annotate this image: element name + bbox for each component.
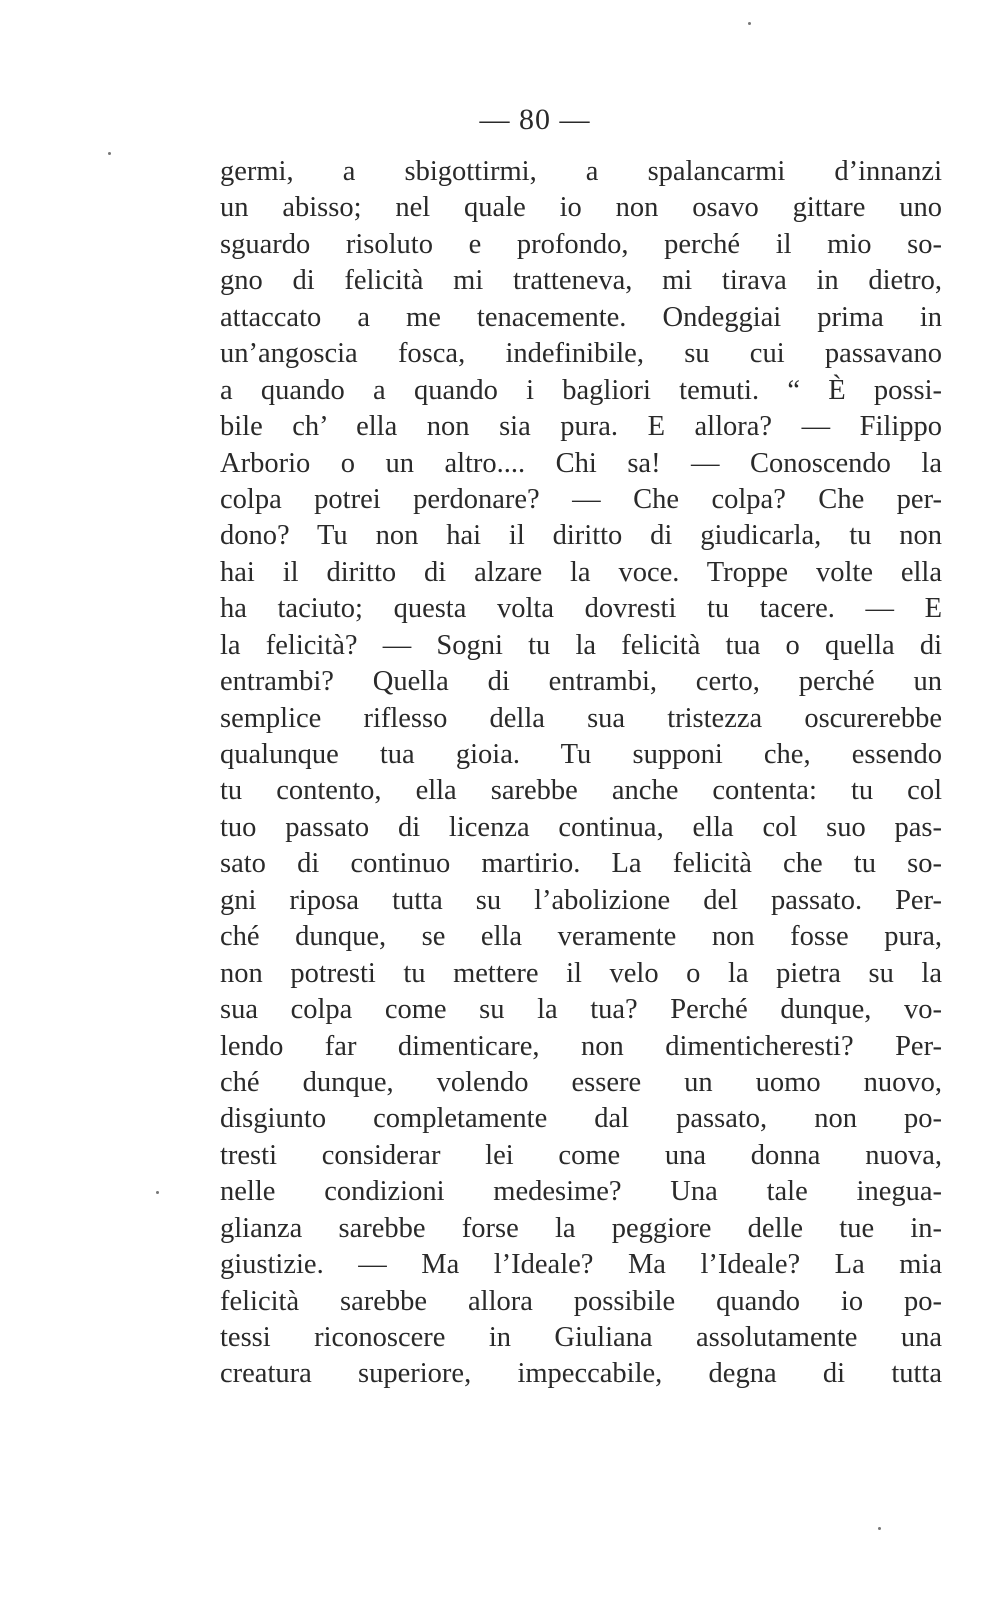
text-line: semplice riflesso della sua tristezza oscurerebbe — [220, 702, 942, 734]
text-line: attaccato a me tenacemente. Ondeggiai prima in — [220, 301, 942, 333]
text-line: creatura superiore, impeccabile, degna di tutta — [220, 1358, 942, 1390]
text-line: tessi riconoscere in Giuliana assolutamente una — [220, 1322, 942, 1353]
text-line: sguardo risoluto e profondo, perché il mio so- — [220, 228, 942, 260]
text-line: tuo passato di licenza continua, ella col suo pas- — [220, 811, 942, 843]
text-line: qualunque tua gioia. Tu supponi che, essendo — [220, 739, 942, 770]
text-line: nelle condizioni medesime? Una tale inegua- — [220, 1176, 942, 1208]
text-line: la felicità? — Sogni tu la felicità tua o quella di — [220, 629, 942, 661]
text-line: giustizie. — Ma l’Ideale? Ma l’Ideale? La mia — [220, 1249, 942, 1281]
text-line: disgiunto completamente dal passato, non po- — [220, 1103, 942, 1135]
text-line: tu contento, ella sarebbe anche contenta: tu col — [220, 775, 942, 807]
text-line: entrambi? Quella di entrambi, certo, perché un — [220, 666, 942, 698]
text-line: gno di felicità mi tratteneva, mi tirava in dietro, — [220, 265, 942, 297]
body-text — [220, 154, 942, 1393]
scan-speck — [878, 1527, 881, 1530]
text-line: bile ch’ ella non sia pura. E allora? — Filippo — [220, 411, 942, 443]
text-line: Arborio o un altro.... Chi sa! — Conoscendo la — [220, 447, 942, 479]
text-line: un’angoscia fosca, indefinibile, su cui passavano — [220, 338, 942, 370]
scan-speck — [748, 22, 751, 25]
text-line: germi, a sbigottirmi, a spalancarmi d’innanzi — [220, 156, 942, 187]
text-line: ha taciuto; questa volta dovresti tu tacere. — E — [220, 593, 942, 625]
scan-speck — [108, 152, 111, 155]
text-line: ché dunque, volendo essere un uomo nuovo, — [220, 1066, 942, 1098]
text-line: glianza sarebbe forse la peggiore delle tue in- — [220, 1212, 942, 1244]
text-line: sua colpa come su la tua? Perché dunque, vo- — [220, 994, 942, 1026]
text-line: dono? Tu non hai il diritto di giudicarla, tu non — [220, 520, 942, 552]
text-line: tresti considerar lei come una donna nuova, — [220, 1139, 942, 1171]
page-number: — 80 — — [479, 103, 591, 136]
text-line: a quando a quando i bagliori temuti. “ È possi- — [220, 374, 942, 406]
text-line: colpa potrei perdonare? — Che colpa? Che per- — [220, 483, 942, 515]
text-line: felicità sarebbe allora possibile quando io po- — [220, 1285, 942, 1317]
text-line: gni riposa tutta su l’abolizione del passato. Per- — [220, 884, 942, 916]
text-line: un abisso; nel quale io non osavo gittare uno — [220, 192, 942, 224]
text-line: non potresti tu mettere il velo o la pietra su la — [220, 957, 942, 989]
text-line: ché dunque, se ella veramente non fosse pura, — [220, 921, 942, 953]
text-line: hai il diritto di alzare la voce. Troppe volte ella — [220, 556, 942, 588]
text-line: lendo far dimenticare, non dimenticheresti? Per- — [220, 1030, 942, 1062]
scan-speck — [156, 1191, 159, 1194]
text-line: sato di continuo martirio. La felicità che tu so- — [220, 848, 942, 880]
